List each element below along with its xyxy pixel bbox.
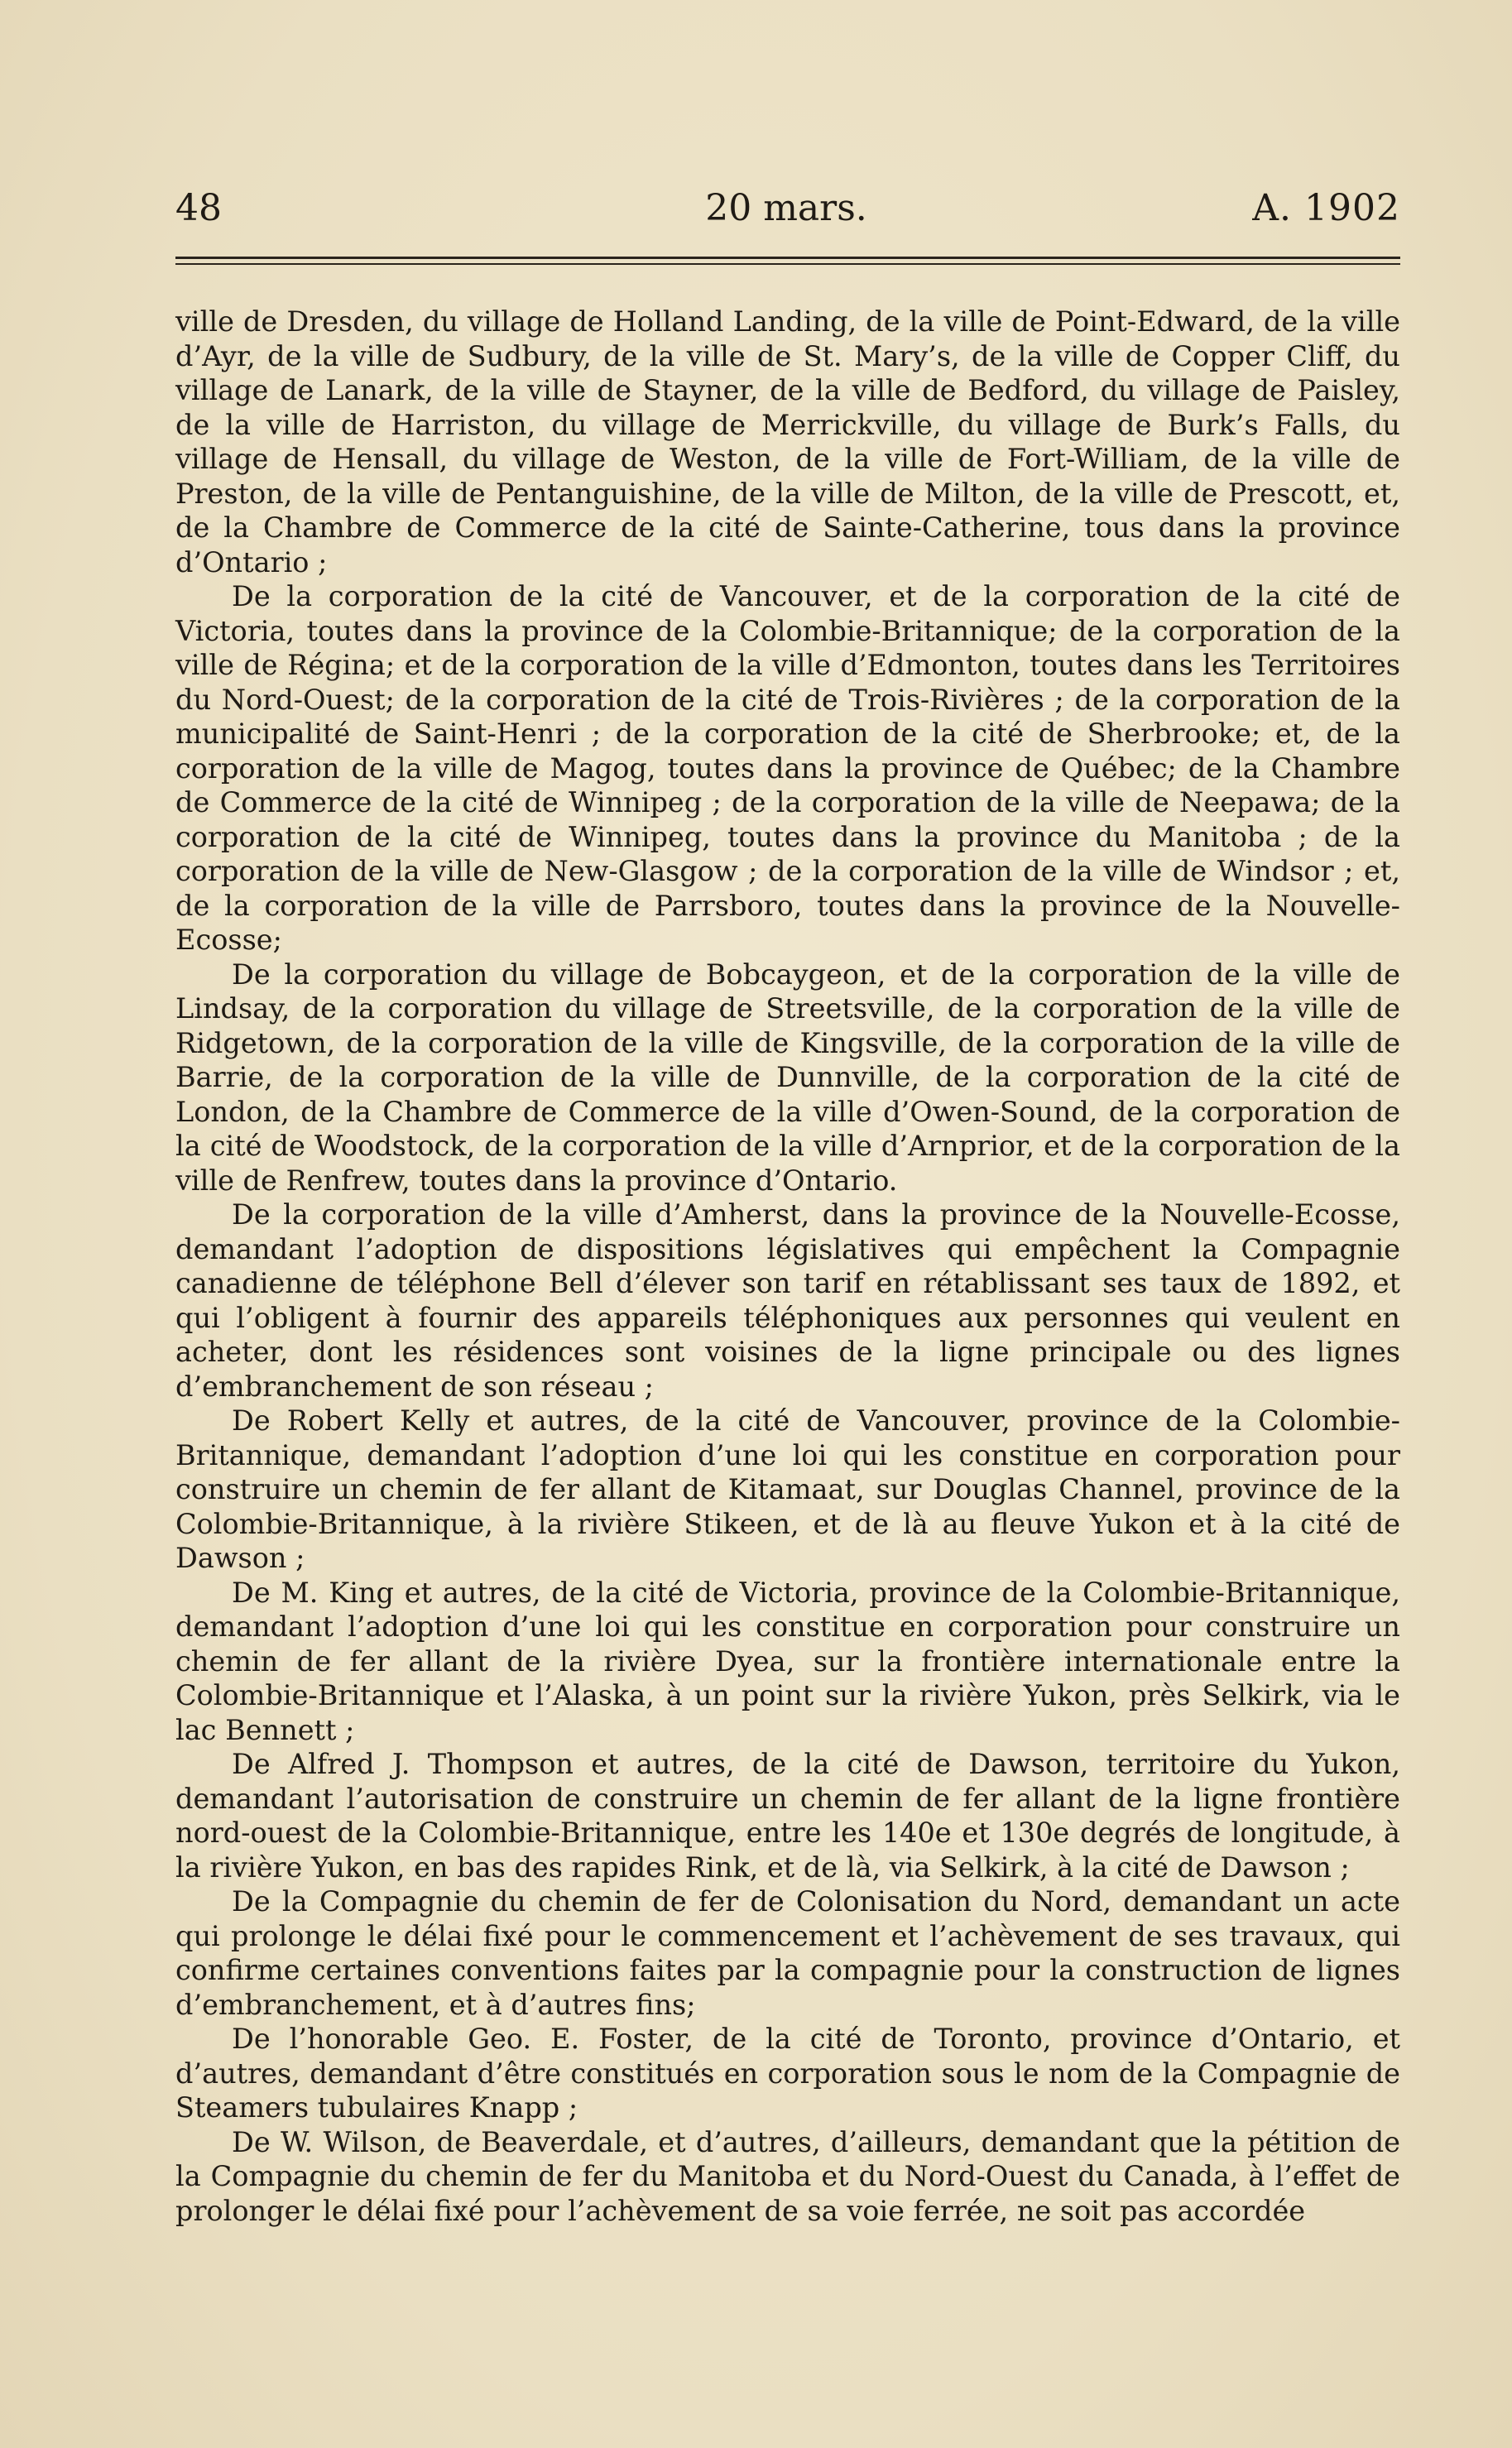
header-year: A. 1902 [1252, 187, 1400, 229]
header-date: 20 mars. [705, 187, 867, 229]
page-header [175, 184, 1400, 233]
paragraph: De la corporation de la cité de Vancouver, et de la corporation de la cité de Victoria, toutes dans la province de la Colombie-Britannique; de la corporation de la ville de Régina; et de la corporation de la ville d’Edmonton, toutes dans les Territoires du Nord-Ouest; de la corporation de la cité de Trois-Rivières ; de la corporation de la municipalité de Saint-Henri ; de la corporation de la cité de Sherbrooke; et, de la corporation de la ville de Magog, toutes dans la province de Québec; de la Chambre de Commerce de la cité de Winnipeg ; de la corporation de la ville de Neepawa; de la corporation de la cité de Winnipeg, toutes dans la province du Manitoba ; de la corporation de la ville de New-Glasgow ; de la corporation de la ville de Windsor ; et, de la corporation de la ville de Parrsboro, toutes dans la province de la Nouvelle-Ecosse; [175, 580, 1400, 956]
paragraph: De la Compagnie du chemin de fer de Colonisation du Nord, demandant un acte qui prolonge le délai fixé pour le commencement et l’achèvement de ses travaux, qui confirme certaines conventions faites par la compagnie pour la construction de lignes d’embranchement, et à d’autres fins; [175, 1885, 1400, 2021]
header-rule-top [175, 257, 1400, 259]
body-text [175, 305, 1400, 2228]
header-rule-bottom [175, 263, 1400, 265]
paragraph: De Alfred J. Thompson et autres, de la cité de Dawson, territoire du Yukon, demandant l’autorisation de construire un chemin de fer allant de la ligne frontière nord-ouest de la Colombie-Britannique, entre les 140e et 130e degrés de longitude, à la rivière Yukon, en bas des rapides Rink, et de là, via Selkirk, à la cité de Dawson ; [175, 1748, 1400, 1884]
paragraph: De la corporation du village de Bobcaygeon, et de la corporation de la ville de Lindsay, de la corporation du village de Streetsville, de la corporation de la ville de Ridgetown, de la corporation de la ville de Kingsville, de la corporation de la ville de Barrie, de la corporation de la ville de Dunnville, de la corporation de la cité de London, de la Chambre de Commerce de la ville d’Owen-Sound, de la corporation de la cité de Woodstock, de la corporation de la ville d’Arnprior, et de la corporation de la ville de Renfrew, toutes dans la province d’Ontario. [175, 958, 1400, 1197]
paragraph: De l’honorable Geo. E. Foster, de la cité de Toronto, province d’Ontario, et d’autres, demandant d’être constitués en corporation sous le nom de la Compagnie de Steamers tubulaires Knapp ; [175, 2023, 1400, 2124]
paragraph-continuation: ville de Dresden, du village de Holland Landing, de la ville de Point-Edward, de la ville d’Ayr, de la ville de Sudbury, de la ville de St. Mary’s, de la ville de Copper Cliff, du village de Lanark, de la ville de Stayner, de la ville de Bedford, du village de Paisley, de la ville de Harriston, du village de Merrickville, du village de Burk’s Falls, du village de Hensall, du village de Weston, de la ville de Fort-William, de la ville de Preston, de la ville de Pentanguishine, de la ville de Milton, de la ville de Prescott, et, de la Chambre de Commerce de la cité de Sainte-Catherine, tous dans la province d’Ontario ; [175, 305, 1400, 578]
paragraph: De Robert Kelly et autres, de la cité de Vancouver, province de la Colombie-Britannique, demandant l’adoption d’une loi qui les constitue en corporation pour construire un chemin de fer allant de Kitamaat, sur Douglas Channel, province de la Colombie-Britannique, à la rivière Stikeen, et de là au fleuve Yukon et à la cité de Dawson ; [175, 1404, 1400, 1574]
paragraph: De la corporation de la ville d’Amherst, dans la province de la Nouvelle-Ecosse, demandant l’adoption de dispositions législatives qui empêchent la Compagnie canadienne de téléphone Bell d’élever son tarif en rétablissant ses taux de 1892, et qui l’obligent à fournir des appareils téléphoniques aux personnes qui veulent en acheter, dont les résidences sont voisines de la ligne principale ou des lignes d’embranchement de son réseau ; [175, 1198, 1400, 1403]
page-number: 48 [175, 187, 222, 229]
paragraph: De W. Wilson, de Beaverdale, et d’autres, d’ailleurs, demandant que la pétition de la Compagnie du chemin de fer du Manitoba et du Nord-Ouest du Canada, à l’effet de prolonger le délai fixé pour l’achèvement de sa voie ferrée, ne soit pas accordée [175, 2125, 1400, 2227]
paragraph: De M. King et autres, de la cité de Victoria, province de la Colombie-Britannique, demandant l’adoption d’une loi qui les constitue en corporation pour construire un chemin de fer allant de la rivière Dyea, sur la frontière internationale entre la Colombie-Britannique et l’Alaska, à un point sur la rivière Yukon, près Selkirk, via le lac Bennett ; [175, 1576, 1400, 1746]
